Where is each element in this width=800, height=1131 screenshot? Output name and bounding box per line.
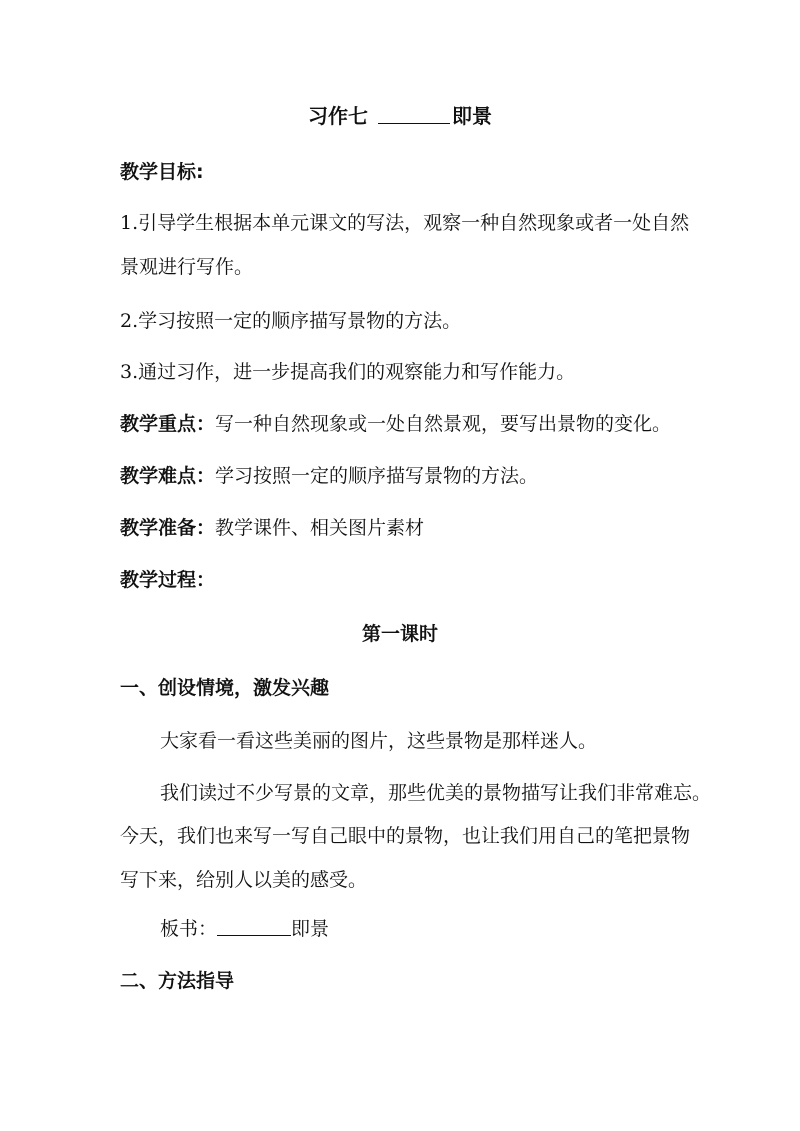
board-note (160, 918, 740, 940)
section-1-heading: 一、创设情境，激发兴趣 (120, 677, 330, 699)
objective-3: 3.通过习作，进一步提高我们的观察能力和写作能力。 (120, 361, 576, 383)
board-blank (217, 918, 291, 936)
section-1-paragraph-1: 大家看一看这些美丽的图片，这些景物是那样迷人。 (160, 730, 598, 752)
section-1-paragraph-2-line-3: 写下来，给别人以美的感受。 (120, 869, 368, 891)
lesson-heading: 第一课时 (361, 623, 438, 645)
preparation-label: 教学准备： (120, 517, 216, 539)
title-blank (378, 105, 450, 124)
preparation-text: 教学课件、相关图片素材 (215, 517, 425, 539)
objectives-heading: 教学目标: (120, 161, 204, 183)
difficulty (120, 465, 700, 487)
page-title (0, 104, 800, 128)
section-1-paragraph-2-line-1: 我们读过不少写景的文章，那些优美的景物描写让我们非常难忘。 (160, 782, 712, 804)
board-label: 板书： (160, 918, 218, 940)
objective-1-line-1: 1.引导学生根据本单元课文的写法，观察一种自然现象或者一处自然 (120, 212, 690, 234)
key-point-label: 教学重点： (120, 413, 216, 435)
title-suffix: 即景 (452, 104, 492, 128)
difficulty-text: 学习按照一定的顺序描写景物的方法。 (215, 465, 539, 487)
preparation (120, 517, 700, 539)
key-point (120, 413, 700, 435)
key-point-text: 写一种自然现象或一处自然景观，要写出景物的变化。 (215, 413, 672, 435)
difficulty-label: 教学难点： (120, 465, 216, 487)
section-2-heading: 二、方法指导 (120, 970, 235, 992)
process-heading: 教学过程： (120, 569, 216, 591)
objective-1-line-2: 景观进行写作。 (120, 256, 254, 278)
objective-2: 2.学习按照一定的顺序描写景物的方法。 (120, 310, 462, 332)
title-prefix: 习作七 (308, 104, 368, 128)
board-suffix: 即景 (291, 918, 330, 940)
section-1-paragraph-2-line-2: 今天，我们也来写一写自己眼中的景物，也让我们用自己的笔把景物 (120, 825, 691, 847)
